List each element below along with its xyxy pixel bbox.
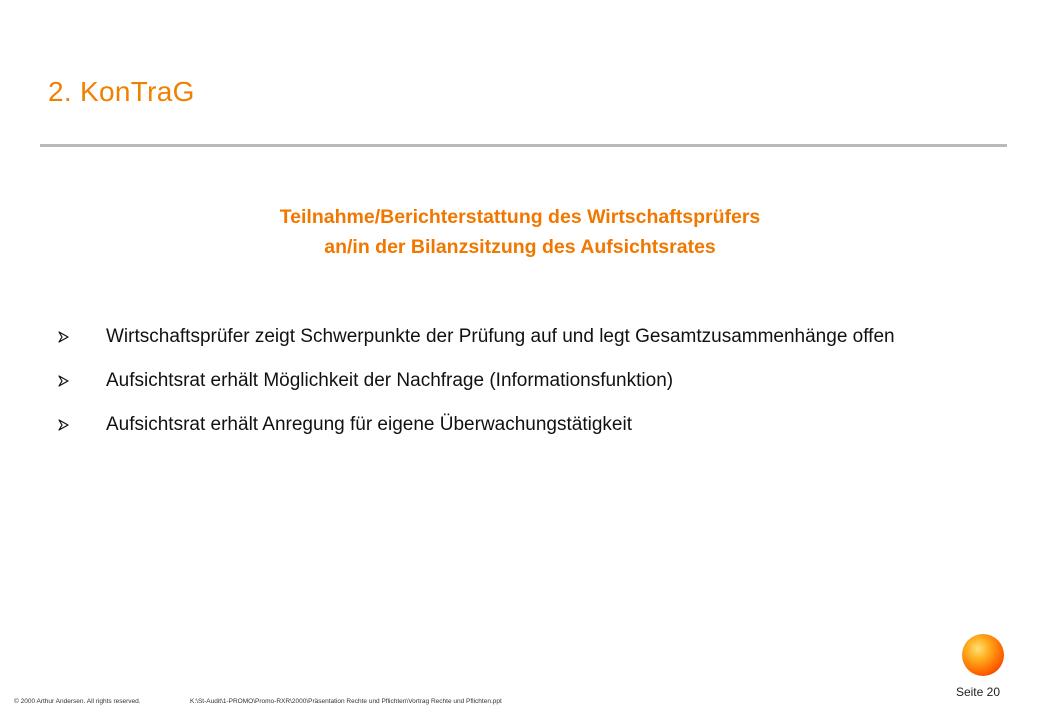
bullet-item (56, 324, 956, 350)
orange-sphere-logo (962, 634, 1004, 676)
bullet-text: Aufsichtsrat erhält Möglichkeit der Nachfrage (Informationsfunktion) (106, 370, 674, 391)
bullet-item (56, 368, 956, 394)
bullet-item (56, 412, 956, 438)
footer-copyright: © 2000 Arthur Andersen. All rights reserved. (14, 698, 141, 705)
arrowhead-bullet-icon (56, 415, 72, 435)
slide-title: 2. KonTraG (48, 76, 195, 107)
slide-subtitle (120, 202, 920, 262)
bullet-text: Aufsichtsrat erhält Anregung für eigene Überwachungstätigkeit (106, 414, 632, 435)
bullet-list (56, 324, 956, 456)
subtitle-line-1: Teilnahme/Berichterstattung des Wirtschaftsprüfers (279, 206, 761, 228)
footer-file-path: K:\St-Audit\1-PROMO\Promo-RXR\2000\Präsentation Rechte und Pflichten\Vortrag Rechte und Pflichten.ppt (190, 698, 502, 705)
page-number: Seite 20 (955, 685, 1000, 699)
arrowhead-bullet-icon (56, 327, 72, 347)
title-divider (40, 144, 1007, 147)
arrowhead-bullet-icon (56, 371, 72, 391)
subtitle-line-2: an/in der Bilanzsitzung des Aufsichtsrates (324, 236, 716, 258)
bullet-text: Wirtschaftsprüfer zeigt Schwerpunkte der Prüfung auf und legt Gesamtzusammenhänge offen (106, 326, 895, 347)
